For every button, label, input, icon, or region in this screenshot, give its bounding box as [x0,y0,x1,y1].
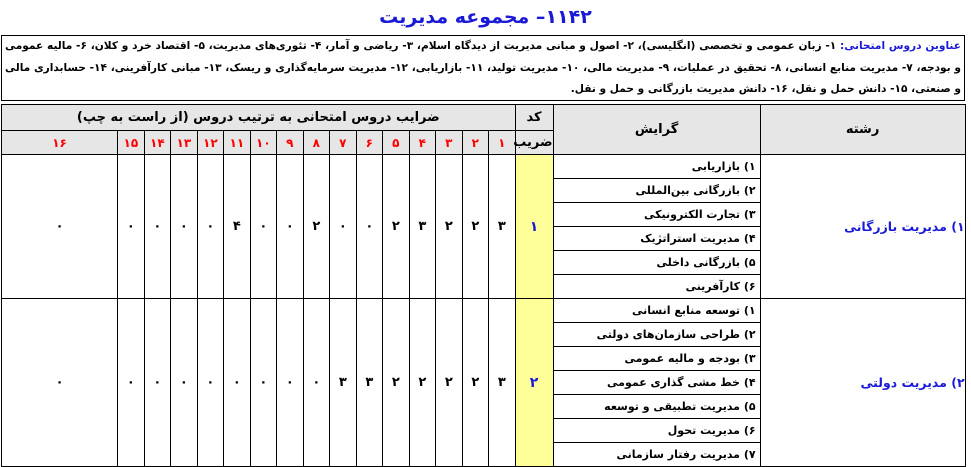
specialty-item: ۳) تجارت الکترونیکی [554,203,760,227]
coefficient-cell: ۰ [171,299,198,467]
coefficient-cell: ۰ [144,299,171,467]
coefficient-cell: ۳ [409,155,436,299]
coefficient-cell: ۳ [489,299,516,467]
coefficient-title-header: ضرایب دروس امتحانی به ترتیب دروس (از راست به چپ) [2,105,516,131]
course-number-header: ۳ [436,131,463,155]
coefficient-cell: ۰ [303,299,330,467]
coefficient-cell: ۴ [224,155,251,299]
specialty-item: ۵) بازرگانی داخلی [554,251,760,275]
coefficient-cell: ۲ [303,155,330,299]
coefficient-cell: ۰ [330,155,357,299]
course-number-header: ۸ [303,131,330,155]
code-cell: ۲ [515,299,553,467]
coefficient-cell: ۰ [2,155,118,299]
coefficient-cell: ۲ [383,299,410,467]
course-number-header: ۱ [489,131,516,155]
specialty-list-cell [553,155,760,299]
course-number-header: ۱۱ [224,131,251,155]
specialty-item: ۳) بودجه و مالیه عمومی [554,347,760,371]
exam-subjects-label: عناوین دروس امتحانی: [840,40,961,52]
coefficient-cell: ۰ [197,155,224,299]
exam-subjects-text: ۱- زبان عمومی و تخصصی (انگلیسی)، ۲- اصول و مبانی مدیریت از دیدگاه اسلام، ۳- ریاضی و آمار، ۴- تئوری‌های مدیریت، ۵- اقتصاد خرد و کلان، ۶- مالیه عمومی و بودجه، ۷- مدیریت منابع انسانی، ۸- تحقیق در عملیات، ۹- مدیریت مالی، ۱۰- مدیریت تولید، ۱۱- بازاریابی، ۱۲- مدیریت سرمایه‌گذاری و ریسک، ۱۳- مبانی کارآفرینی، ۱۴- حسابداری مالی و صنعتی، ۱۵- دانش حمل و نقل، ۱۶- دانش مدیریت بازرگانی و حمل و نقل. [5,40,961,95]
specialty-list-cell [553,299,760,467]
coefficient-cell: ۲ [436,155,463,299]
coefficient-cell: ۲ [409,299,436,467]
table-row [2,155,966,299]
field-name: ۱) مدیریت بازرگانی [760,155,965,299]
page-title: ۱۱۴۲– مجموعه مدیریت [379,6,592,28]
coefficient-cell: ۰ [171,155,198,299]
coefficient-cell: ۰ [144,155,171,299]
code-cell: ۱ [515,155,553,299]
coefficients-table [1,104,966,467]
field-name: ۲) مدیریت دولتی [760,299,965,467]
coefficient-cell: ۲ [462,299,489,467]
coefficient-cell: ۲ [462,155,489,299]
coefficient-cell: ۳ [489,155,516,299]
specialty-item: ۴) خط مشی گذاری عمومی [554,371,760,395]
course-number-header: ۴ [409,131,436,155]
table-row [2,299,966,467]
course-number-header: ۵ [383,131,410,155]
coefficient-cell: ۰ [2,299,118,467]
specialty-item: ۶) مدیریت تحول [554,419,760,443]
specialty-item: ۱) توسعه منابع انسانی [554,299,760,323]
specialty-header: گرایش [553,105,760,155]
coefficient-cell: ۰ [118,299,145,467]
exam-subjects-note [1,35,965,101]
course-number-header: ۶ [356,131,383,155]
coefficient-cell: ۲ [436,299,463,467]
coefficient-cell: ۰ [277,155,304,299]
specialty-item: ۵) مدیریت تطبیقی و توسعه [554,395,760,419]
coefficient-cell: ۰ [356,155,383,299]
coefficient-cell: ۰ [224,299,251,467]
specialty-item: ۲) بازرگانی بین‌المللی [554,179,760,203]
course-number-header: ۱۵ [118,131,145,155]
coefficient-cell: ۰ [250,155,277,299]
coefficient-cell: ۲ [383,155,410,299]
coefficient-cell: ۰ [277,299,304,467]
coefficient-cell: ۳ [330,299,357,467]
coefficient-cell: ۰ [250,299,277,467]
coefficient-cell: ۳ [356,299,383,467]
specialty-item: ۶) کارآفرینی [685,280,756,293]
coefficient-cell: ۰ [197,299,224,467]
code-header-line2: ضریب [515,131,553,155]
coefficient-cell: ۰ [118,155,145,299]
course-number-header: ۱۳ [171,131,198,155]
specialty-item: ۷) مدیریت رفتار سازمانی [616,448,756,461]
course-number-header: ۱۲ [197,131,224,155]
course-number-header: ۲ [462,131,489,155]
specialty-item: ۱) بازاریابی [554,155,760,179]
specialty-item: ۲) طراحی سازمان‌های دولتی [554,323,760,347]
code-header-line1: کد [515,105,553,131]
course-number-header: ۱۶ [2,131,118,155]
course-number-header: ۱۴ [144,131,171,155]
specialty-item: ۴) مدیریت استراتژیک [554,227,760,251]
course-number-header: ۱۰ [250,131,277,155]
field-header: رشته [760,105,965,155]
course-number-header: ۷ [330,131,357,155]
course-number-header: ۹ [277,131,304,155]
